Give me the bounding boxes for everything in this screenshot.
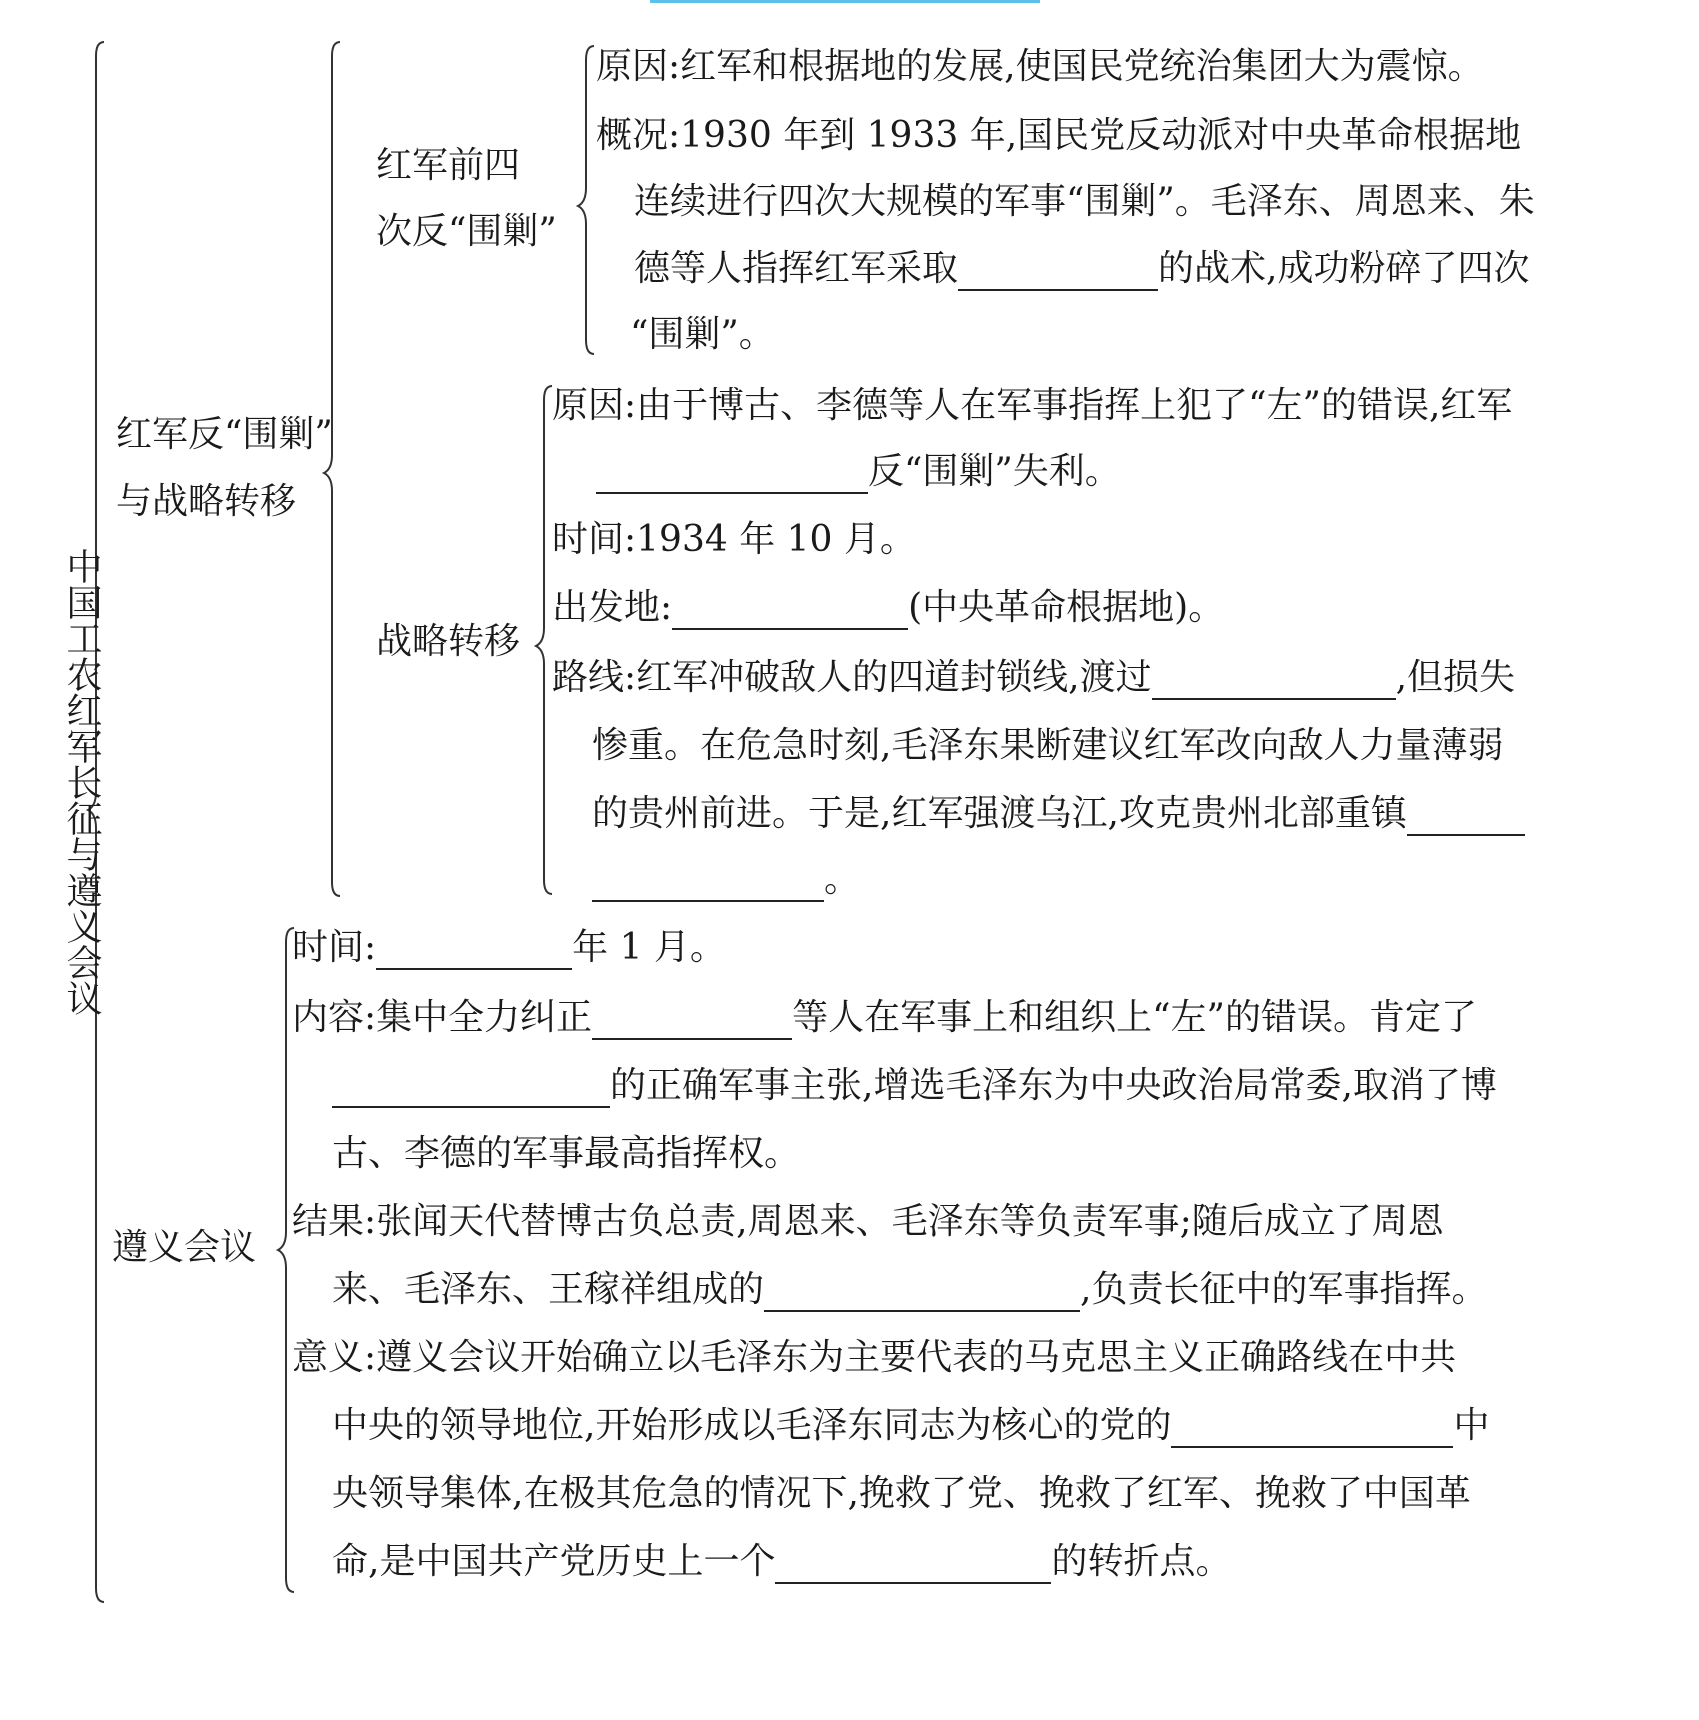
branch-b-time — [292, 926, 726, 970]
branch-b-meaning-line2 — [332, 1404, 1489, 1448]
branch-b-meaning-line4-b: 的转折点。 — [1051, 1541, 1232, 1582]
branch-a-label-line2: 与战略转移 — [116, 481, 297, 522]
branch-b-content-line1-b: 等人在军事上和组织上“左”的错误。肯定了 — [792, 997, 1477, 1038]
town-blank-part1[interactable] — [1407, 798, 1525, 836]
sub2-origin-a: 出发地: — [552, 587, 673, 628]
sub2-route-line1 — [552, 656, 1515, 700]
sub2-route-line3-text: 的贵州前进。于是,红军强渡乌江,攻克贵州北部重镇 — [592, 793, 1407, 834]
sub1-overview-line1: 概况:1930 年到 1933 年,国民党反动派对中央革命根据地 — [596, 115, 1522, 156]
sub2-reason-line2-text: 反“围剿”失利。 — [868, 451, 1121, 492]
error-persons-blank[interactable] — [592, 1002, 792, 1040]
branch-b-meaning-line2-a: 中央的领导地位,开始形成以毛泽东同志为核心的党的 — [332, 1405, 1172, 1446]
sub2-bracket — [536, 386, 552, 894]
sub2-origin-b: (中央革命根据地)。 — [908, 587, 1225, 628]
sub2-route-line2: 惨重。在危急时刻,毛泽东果断建议红军改向敌人力量薄弱 — [592, 725, 1504, 766]
tactic-blank[interactable] — [958, 253, 1158, 291]
sub1-label-line2: 次反“围剿” — [376, 211, 557, 252]
root-title: 中国工农红军长征与遵义会议 — [61, 548, 102, 1016]
sub1-label-line1: 红军前四 — [376, 145, 521, 186]
sub1-overview-line4: “围剿”。 — [630, 314, 775, 355]
sub1-overview-line3-b: 的战术,成功粉碎了四次 — [1158, 248, 1530, 289]
town-blank-part2[interactable] — [592, 864, 824, 902]
sub2-route-line4-text: 。 — [824, 859, 861, 900]
river-blank[interactable] — [1152, 662, 1396, 700]
failure-count-blank[interactable] — [596, 456, 868, 494]
branch-b-content-line1-a: 内容:集中全力纠正 — [292, 997, 593, 1038]
sub2-reason-line1: 原因:由于博古、李德等人在军事指挥上犯了“左”的错误,红军 — [552, 385, 1513, 426]
sub2-route-line3 — [592, 792, 1525, 836]
turning-point-blank[interactable] — [775, 1546, 1051, 1584]
sub1-reason: 原因:红军和根据地的发展,使国民党统治集团大为震惊。 — [596, 46, 1484, 87]
meeting-year-blank[interactable] — [376, 932, 572, 970]
branch-b-result-line2 — [332, 1268, 1487, 1312]
correct-leader-blank[interactable] — [332, 1070, 610, 1108]
sub2-route-line1-a: 路线:红军冲破敌人的四道封锁线,渡过 — [552, 657, 1152, 698]
branch-b-meaning-line2-b: 中 — [1453, 1405, 1490, 1446]
sub2-label: 战略转移 — [376, 621, 521, 662]
branch-b-result-line2-b: ,负责长征中的军事指挥。 — [1080, 1269, 1488, 1310]
sub2-route-line1-b: ,但损失 — [1395, 657, 1516, 698]
branch-a-bracket — [324, 42, 340, 896]
branch-b-result-line1: 结果:张闻天代替博古负总责,周恩来、毛泽东等负责军事;随后成立了周恩 — [292, 1201, 1444, 1242]
military-group-blank[interactable] — [764, 1274, 1080, 1312]
sub2-time: 时间:1934 年 10 月。 — [552, 519, 916, 560]
sub2-route-line4 — [592, 858, 860, 902]
branch-b-time-a: 时间: — [292, 927, 377, 968]
origin-blank[interactable] — [672, 592, 908, 630]
branch-b-content-line2-text: 的正确军事主张,增选毛泽东为中央政治局常委,取消了博 — [610, 1065, 1497, 1106]
branch-b-label: 遵义会议 — [112, 1227, 257, 1268]
branch-b-result-line2-a: 来、毛泽东、王稼祥组成的 — [332, 1269, 765, 1310]
sub1-overview-line3-a: 德等人指挥红军采取 — [634, 248, 959, 289]
branch-a-label-line1: 红军反“围剿” — [116, 414, 333, 455]
branch-b-meaning-line4 — [332, 1540, 1231, 1584]
sub2-origin — [552, 586, 1224, 630]
branch-b-content-line2 — [332, 1064, 1497, 1108]
branch-b-meaning-line3: 央领导集体,在极其危急的情况下,挽救了党、挽救了红军、挽救了中国革 — [332, 1473, 1471, 1514]
sub1-overview-line3 — [634, 247, 1529, 291]
branch-b-content-line3: 古、李德的军事最高指挥权。 — [332, 1133, 801, 1174]
branch-b-meaning-line4-a: 命,是中国共产党历史上一个 — [332, 1541, 776, 1582]
sub2-reason-line2 — [596, 450, 1121, 494]
sub1-bracket — [578, 46, 594, 354]
branch-b-meaning-line1: 意义:遵义会议开始确立以毛泽东为主要代表的马克思主义正确路线在中共 — [292, 1337, 1457, 1378]
branch-b-time-b: 年 1 月。 — [572, 927, 726, 968]
sub1-overview-line2: 连续进行四次大规模的军事“围剿”。毛泽东、周恩来、朱 — [634, 181, 1535, 222]
branch-b-content-line1 — [292, 996, 1477, 1040]
generation-blank[interactable] — [1171, 1410, 1453, 1448]
